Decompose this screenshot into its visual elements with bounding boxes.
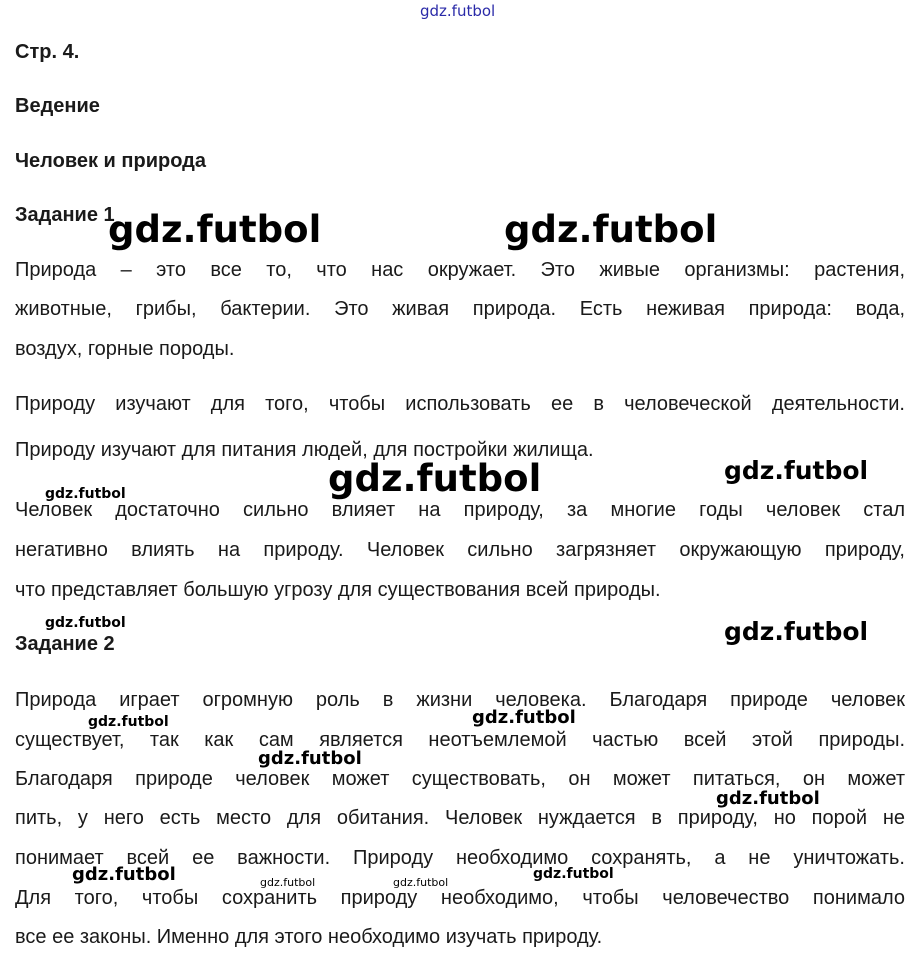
task1-line: Природу изучают для питания людей, для постройки жилища.: [15, 439, 594, 461]
task2-line: пить, у него есть место для обитания. Человек нуждается в природу, но порой не: [15, 807, 905, 829]
task1-line: что представляет большую угрозу для существования всей природы.: [15, 579, 661, 601]
watermark-overlay: gdz.futbol: [504, 208, 718, 251]
watermark-overlay: gdz.futbol: [328, 457, 542, 500]
section-title: Ведение: [15, 95, 100, 117]
task2-line: Для того, чтобы сохранить природу необходимо, чтобы человечество понимало: [15, 887, 905, 909]
page-label: Стр. 4.: [15, 41, 80, 63]
task2-line: все ее законы. Именно для этого необходимо изучать природу.: [15, 926, 603, 948]
watermark-overlay: gdz.futbol: [716, 788, 820, 809]
task1-line: животные, грибы, бактерии. Это живая природа. Есть неживая природа: вода,: [15, 298, 905, 320]
watermark-overlay: gdz.futbol: [533, 866, 614, 882]
watermark-top[interactable]: gdz.futbol: [420, 2, 496, 20]
task2-line: Благодаря природе человек может существовать, он может питаться, он может: [15, 768, 905, 790]
watermark-overlay: gdz.futbol: [72, 864, 176, 885]
watermark-overlay: gdz.futbol: [45, 615, 126, 631]
task1-line: Человек достаточно сильно влияет на природу, за многие годы человек стал: [15, 499, 905, 521]
task2-line: понимает всей ее важности. Природу необходимо сохранять, а не уничтожать.: [15, 847, 905, 869]
task1-line: Природу изучают для того, чтобы использовать ее в человеческой деятельности.: [15, 393, 905, 415]
task1-line: воздух, горные породы.: [15, 338, 235, 360]
task2-title: Задание 2: [15, 633, 115, 655]
watermark-overlay: gdz.futbol: [393, 876, 449, 889]
task1-line: негативно влиять на природу. Человек сильно загрязняет окружающую природу,: [15, 539, 905, 561]
watermark-overlay: gdz.futbol: [88, 714, 169, 730]
watermark-overlay: gdz.futbol: [108, 208, 322, 251]
task1-title: Задание 1: [15, 204, 115, 226]
topic-title: Человек и природа: [15, 150, 206, 172]
task2-line: существует, так как сам является неотъемлемой частью всей этой природы.: [15, 729, 905, 751]
watermark-overlay: gdz.futbol: [724, 456, 869, 485]
watermark-overlay: gdz.futbol: [724, 617, 869, 646]
watermark-overlay: gdz.futbol: [45, 486, 126, 502]
task1-line: Природа – это все то, что нас окружает. Это живые организмы: растения,: [15, 259, 905, 281]
watermark-overlay: gdz.futbol: [258, 748, 362, 769]
task2-line: Природа играет огромную роль в жизни человека. Благодаря природе человек: [15, 689, 905, 711]
watermark-overlay: gdz.futbol: [472, 707, 576, 728]
watermark-overlay: gdz.futbol: [260, 876, 316, 889]
